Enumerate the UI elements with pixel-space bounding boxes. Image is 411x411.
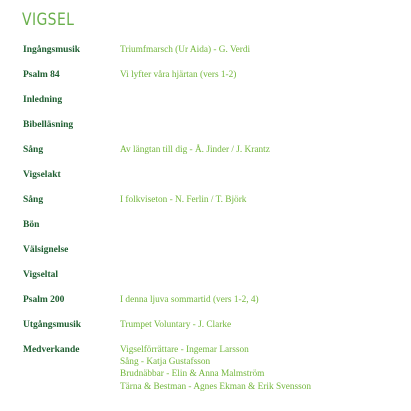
program-row <box>0 94 411 110</box>
participants-list <box>120 344 311 393</box>
participant-line: Tärna & Bestman - Agnes Ekman & Erik Svensson <box>120 381 312 392</box>
program-item-label: Psalm 84 <box>23 70 60 80</box>
program-row <box>0 294 411 310</box>
participant-line: Sång - Katja Gustafsson <box>120 357 211 368</box>
program-row <box>0 319 411 335</box>
program-item-label: Välsignelse <box>23 245 69 255</box>
program-item-value: Trumpet Voluntary - J. Clarke <box>120 320 232 330</box>
program-item-label: Bön <box>23 220 40 230</box>
program-item-value: Vi lyfter våra hjärtan (vers 1-2) <box>120 70 237 80</box>
program-item-value: Av längtan till dig - Å. Jinder / J. Krantz <box>120 145 270 155</box>
program-item-label: Sång <box>23 145 44 155</box>
program-item-label: Inledning <box>23 95 63 105</box>
program-item-label: Utgångsmusik <box>23 320 82 330</box>
program-item-value: I folkviseton - N. Ferlin / T. Björk <box>120 195 247 205</box>
program-item-label: Vigseltal <box>23 270 59 280</box>
program-item-label: Ingångsmusik <box>23 45 81 55</box>
program-item-label: Psalm 200 <box>23 295 65 305</box>
program-row <box>0 119 411 135</box>
program-row <box>0 194 411 210</box>
program-row <box>0 44 411 60</box>
program-item-label: Bibelläsning <box>23 120 74 130</box>
page-title: VIGSEL <box>22 10 75 30</box>
program-item-value: I denna ljuva sommartid (vers 1-2, 4) <box>120 295 259 305</box>
program-item-label: Vigselakt <box>23 170 61 180</box>
participant-line: Brudnäbbar - Elin & Anna Malmström <box>120 369 265 380</box>
participants-label: Medverkande <box>23 345 80 355</box>
program-row <box>0 69 411 85</box>
program-item-value: Triumfmarsch (Ur Aida) - G. Verdi <box>120 45 251 55</box>
program-item-label: Sång <box>23 195 44 205</box>
participant-line: Vigselförrättare - Ingemar Larsson <box>120 345 249 355</box>
program-row <box>0 269 411 285</box>
participants-row <box>0 344 411 400</box>
program-row <box>0 244 411 260</box>
program-row <box>0 169 411 185</box>
program-row <box>0 144 411 160</box>
program-row <box>0 219 411 235</box>
